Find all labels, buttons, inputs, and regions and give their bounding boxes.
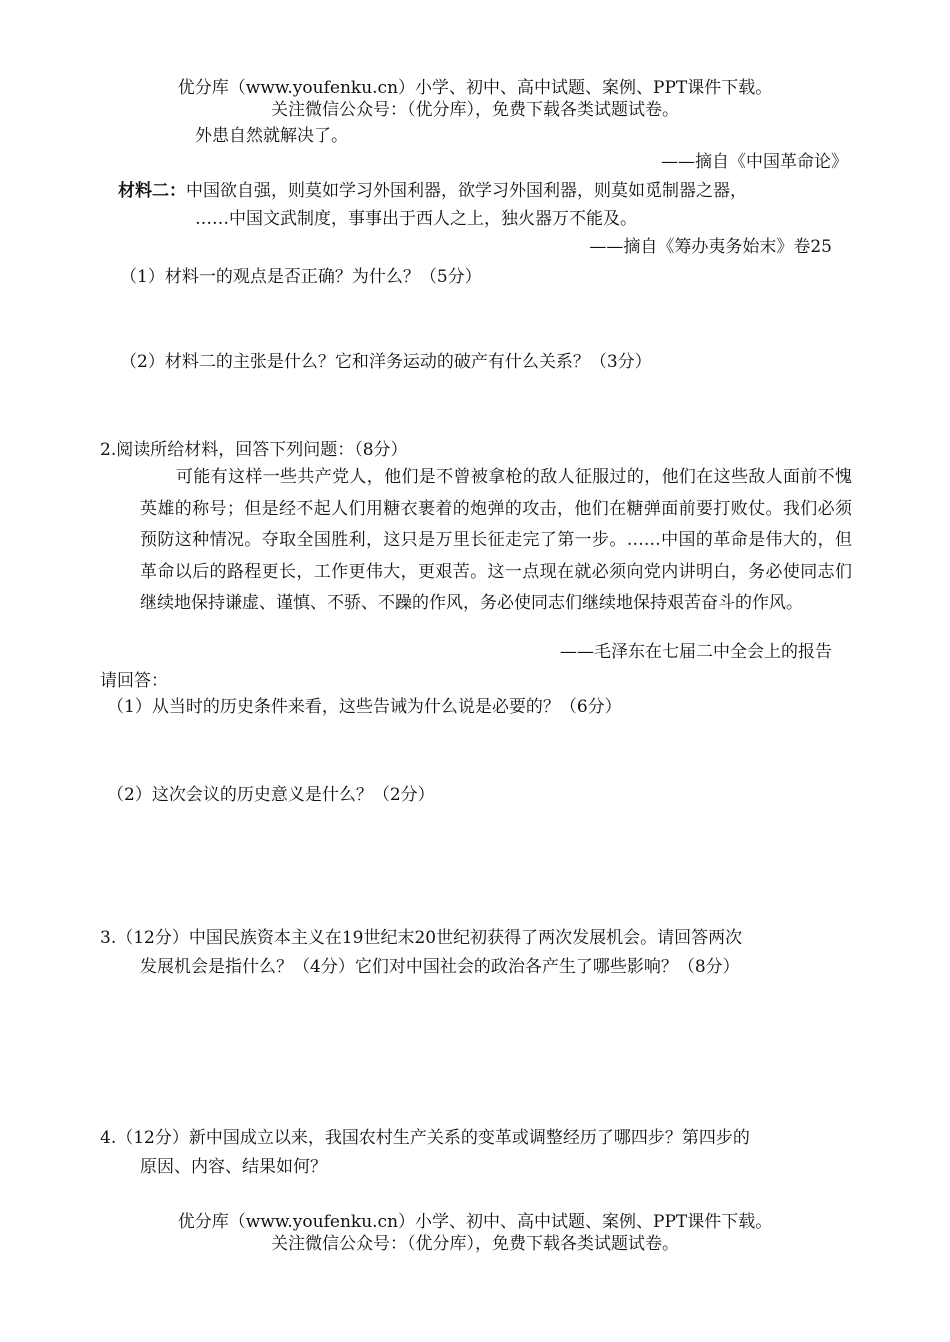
q2-passage: 可能有这样一些共产党人，他们是不曾被拿枪的敌人征服过的，他们在这些敌人面前不愧英雄的称号；但是经不起人们用糖衣裹着的炮弹的攻击，他们在糖弹面前要打败仗。我们必须预防这种情况。夺取全国胜利，这只是万里长征走完了第一步。……中国的革命是伟大的，但革命以后的路程更长，工作更伟大，更艰苦。这一点现在就必须向党内讲明白，务必使同志们继续地保持谦虚、谨慎、不骄、不躁的作风，务必使同志们继续地保持艰苦奋斗的作风。 xyxy=(140,467,852,613)
material2-line-1: 中国欲自强，则莫如学习外国利器，欲学习外国利器，则莫如觅制器之器， xyxy=(186,181,747,201)
material2-label: 材料二： xyxy=(118,181,186,201)
q1-sub2: （2）材料二的主张是什么？它和洋务运动的破产有什么关系？（3分） xyxy=(120,352,652,372)
footer-line-1: 优分库（www.youfenku.cn）小学、初中、高中试题、案例、PPT课件下载。 xyxy=(177,1212,773,1232)
q4-line-2: 原因、内容、结果如何？ xyxy=(140,1157,327,1177)
q4-line-1: 4.（12分）新中国成立以来，我国农村生产关系的变革或调整经历了哪四步？第四步的 xyxy=(100,1128,750,1148)
q2-source: ——毛泽东在七届二中全会上的报告 xyxy=(560,642,832,662)
footer-line-2: 关注微信公众号：（优分库），免费下载各类试题试卷。 xyxy=(271,1234,679,1254)
q3-line-2: 发展机会是指什么？（4分）它们对中国社会的政治各产生了哪些影响？（8分） xyxy=(140,957,740,977)
material2-source: ——摘自《筹办夷务始末》卷25 xyxy=(589,237,832,257)
material1-source: ——摘自《中国革命论》 xyxy=(661,152,848,172)
q2-sub1: （1）从当时的历史条件来看，这些告诫为什么说是必要的？（6分） xyxy=(107,697,622,717)
material2-line-2: ……中国文武制度，事事出于西人之上，独火器万不能及。 xyxy=(195,209,637,229)
q2-sub2: （2）这次会议的历史意义是什么？（2分） xyxy=(107,785,435,805)
q2-prompt: 请回答： xyxy=(100,671,168,691)
q3-line-1: 3.（12分）中国民族资本主义在19世纪末20世纪初获得了两次发展机会。请回答两次 xyxy=(100,928,743,948)
q2-title: 2.阅读所给材料，回答下列问题：（8分） xyxy=(100,440,408,460)
header-line-2: 关注微信公众号：（优分库），免费下载各类试题试卷。 xyxy=(271,100,679,120)
material1-continuation: 外患自然就解决了。 xyxy=(195,126,348,146)
q1-sub1: （1）材料一的观点是否正确？为什么？（5分） xyxy=(120,267,482,287)
material2-block xyxy=(118,181,747,201)
header-line-1: 优分库（www.youfenku.cn）小学、初中、高中试题、案例、PPT课件下载。 xyxy=(177,78,773,98)
